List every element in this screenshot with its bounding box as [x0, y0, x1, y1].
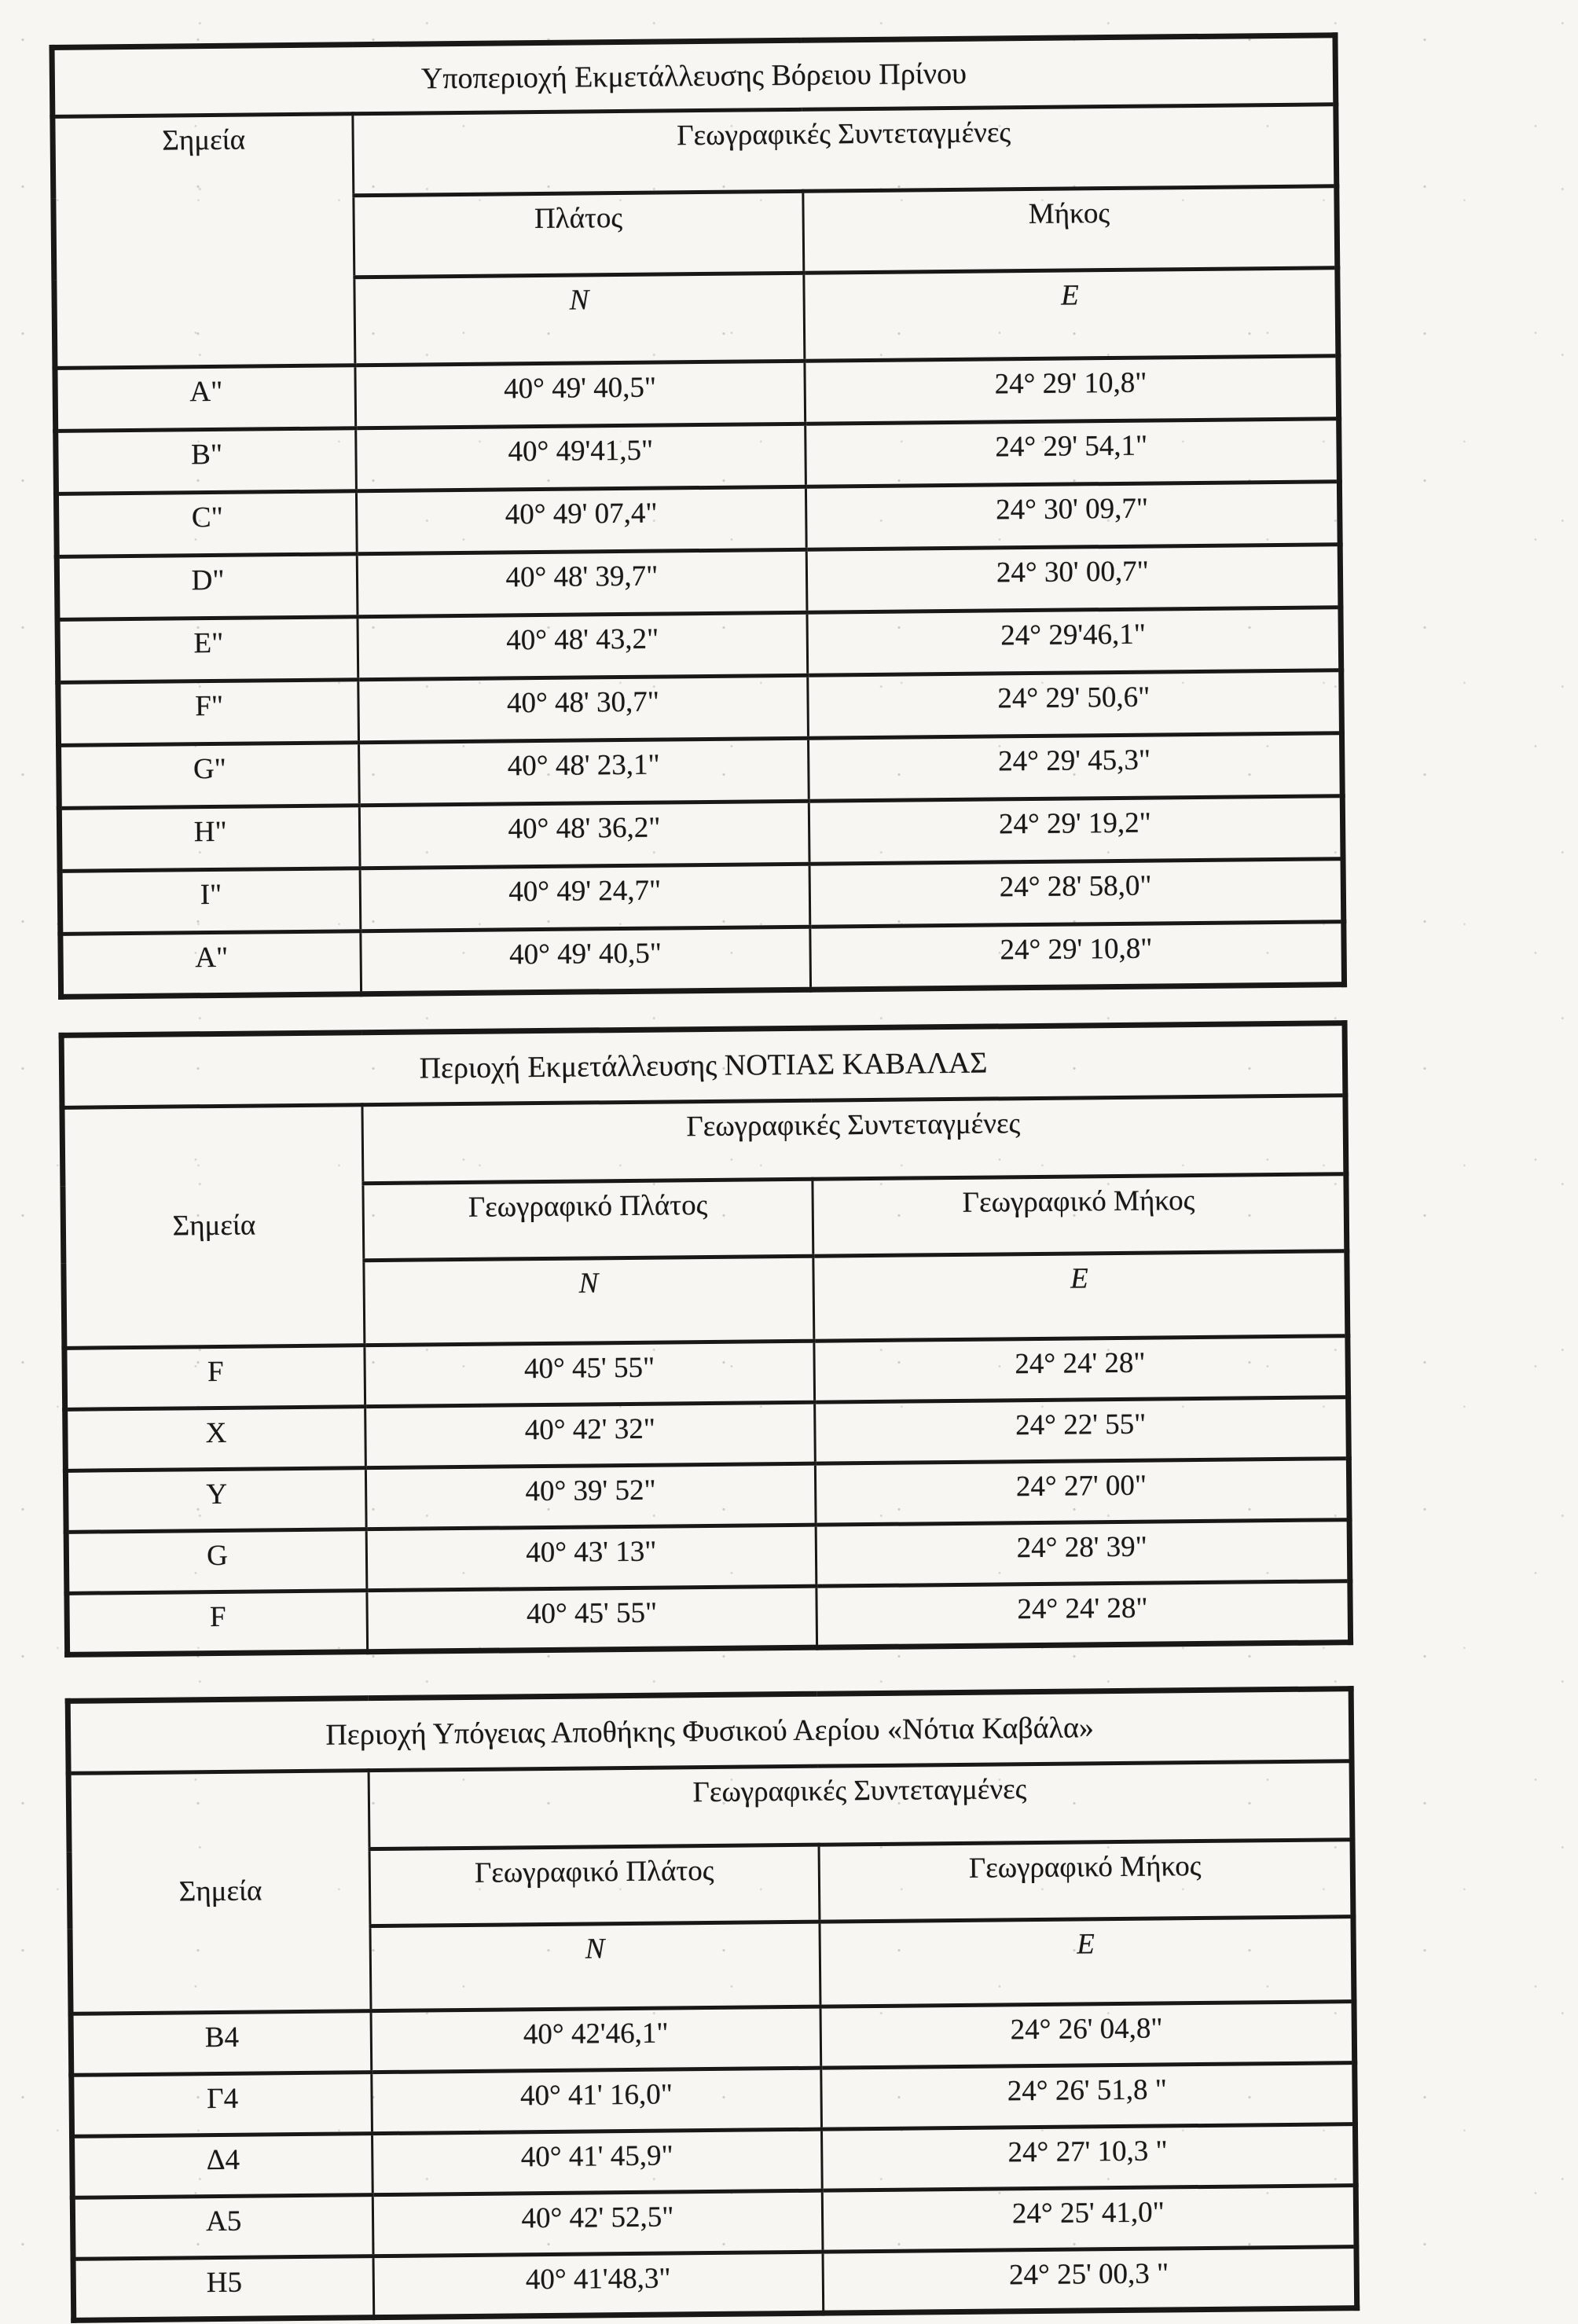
table-row	[58, 670, 1342, 746]
geo-coords-header: Γεωγραφικές Συντεταγμένες	[369, 1761, 1352, 1849]
latitude-cell: 40° 45' 55"	[365, 1341, 814, 1406]
longitude-header: Μήκος	[802, 186, 1337, 274]
point-cell: B4	[71, 2011, 372, 2076]
latitude-cell: 40° 49' 40,5"	[355, 361, 805, 428]
longitude-header: Γεωγραφικό Μήκος	[813, 1174, 1347, 1257]
longitude-cell: 24° 30' 00,7"	[806, 545, 1341, 613]
longitude-cell: 24° 26' 04,8"	[820, 2002, 1355, 2069]
table-row	[57, 545, 1341, 620]
table-title: Περιοχή Υπόγειας Αποθήκης Φυσικού Αερίου «Νότια Καβάλα»	[68, 1689, 1352, 1774]
table-row	[56, 482, 1340, 557]
longitude-cell: 24° 29' 10,8"	[805, 356, 1339, 424]
latitude-cell: 40° 41'48,3"	[373, 2252, 823, 2317]
longitude-cell: 24° 28' 39"	[816, 1520, 1350, 1587]
latitude-cell: 40° 39' 52"	[365, 1463, 815, 1529]
latitude-header: Πλάτος	[354, 191, 804, 277]
table-body	[71, 2002, 1357, 2321]
north-label: N	[364, 1256, 814, 1345]
longitude-cell: 24° 28' 58,0"	[809, 859, 1344, 927]
north-label: N	[354, 273, 805, 365]
longitude-cell: 24° 30' 09,7"	[806, 482, 1340, 550]
point-cell: A5	[72, 2195, 373, 2260]
longitude-cell: 24° 29' 50,6"	[807, 670, 1341, 739]
point-cell: A"	[55, 365, 356, 431]
latitude-cell: 40° 42'46,1"	[371, 2006, 820, 2072]
longitude-cell: 24° 26' 51,8 "	[820, 2063, 1355, 2130]
table-row	[73, 2247, 1357, 2321]
table-row	[61, 922, 1345, 997]
coords-header-row	[53, 105, 1337, 199]
south-kavala-exploitation-table-section	[59, 1020, 1354, 1658]
longitude-cell: 24° 27' 10,3 "	[821, 2124, 1356, 2191]
longitude-cell: 24° 29' 45,3"	[808, 733, 1342, 802]
points-column-header: Σημεία	[53, 114, 355, 369]
point-cell: F	[64, 1346, 365, 1410]
point-cell: H5	[73, 2256, 374, 2321]
latitude-cell: 40° 48' 39,7"	[357, 549, 806, 616]
north-label: N	[370, 1922, 820, 2010]
longitude-cell: 24° 27' 00"	[815, 1459, 1349, 1525]
points-column-header: Σημεία	[68, 1771, 371, 2014]
table-row	[60, 859, 1344, 934]
table-title-row	[61, 1023, 1345, 1108]
longitude-cell: 24° 25' 00,3 "	[823, 2247, 1357, 2314]
point-cell: F	[67, 1591, 368, 1655]
east-label: E	[820, 1917, 1354, 2007]
latitude-cell: 40° 49'41,5"	[356, 424, 806, 490]
point-cell: X	[65, 1407, 366, 1471]
point-cell: Δ4	[72, 2134, 373, 2198]
east-label: E	[803, 268, 1338, 362]
latitude-header: Γεωγραφικό Πλάτος	[363, 1179, 813, 1260]
point-cell: F"	[58, 680, 359, 746]
latitude-cell: 40° 49' 07,4"	[357, 486, 806, 553]
latitude-cell: 40° 43' 13"	[366, 1525, 816, 1590]
table-row	[59, 733, 1343, 809]
table-title: Υποπεριοχή Εκμετάλλευσης Βόρειου Πρίνου	[52, 35, 1336, 117]
longitude-cell: 24° 22' 55"	[814, 1397, 1349, 1464]
point-cell: B"	[56, 428, 357, 494]
table-row	[57, 608, 1341, 683]
longitude-cell: 24° 29' 19,2"	[809, 796, 1343, 865]
points-column-header: Σημεία	[62, 1105, 365, 1349]
latitude-cell: 40° 41' 16,0"	[372, 2068, 821, 2133]
longitude-header: Γεωγραφικό Μήκος	[819, 1840, 1353, 1922]
table-title-row	[52, 35, 1336, 117]
point-cell: I"	[60, 868, 361, 934]
point-cell: D"	[57, 554, 358, 620]
gas-storage-coordinates-table	[65, 1686, 1360, 2323]
table-header	[52, 35, 1338, 369]
north-prinos-coordinates-table	[49, 32, 1347, 1000]
point-cell: H"	[59, 806, 360, 872]
point-cell: G	[66, 1529, 367, 1594]
latitude-header: Γεωγραφικό Πλάτος	[369, 1845, 819, 1926]
table-row	[55, 356, 1339, 431]
latitude-cell: 40° 42' 52,5"	[372, 2190, 822, 2256]
longitude-cell: 24° 29'46,1"	[807, 608, 1341, 676]
geo-coords-header: Γεωγραφικές Συντεταγμένες	[362, 1096, 1346, 1184]
table-header	[68, 1689, 1354, 2014]
latitude-cell: 40° 48' 43,2"	[358, 612, 807, 679]
point-cell: C"	[56, 491, 357, 557]
longitude-cell: 24° 29' 54,1"	[805, 419, 1339, 487]
point-cell: Y	[65, 1468, 366, 1533]
latitude-cell: 40° 49' 40,5"	[361, 927, 810, 993]
latitude-cell: 40° 48' 23,1"	[359, 738, 809, 805]
table-body	[55, 356, 1345, 997]
latitude-cell: 40° 48' 36,2"	[359, 801, 809, 868]
latitude-cell: 40° 48' 30,7"	[358, 675, 808, 742]
point-cell: Γ4	[72, 2073, 372, 2137]
south-kavala-coordinates-table	[59, 1020, 1354, 1658]
east-label: E	[813, 1251, 1347, 1342]
table-title: Περιοχή Εκμετάλλευσης ΝΟΤΙΑΣ ΚΑΒΑΛΑΣ	[61, 1023, 1345, 1108]
gas-storage-table-section	[65, 1686, 1360, 2323]
latitude-cell: 40° 49' 24,7"	[360, 864, 809, 931]
geo-coords-header: Γεωγραφικές Συντεταγμένες	[353, 105, 1337, 196]
table-body	[64, 1336, 1351, 1655]
table-title-row	[68, 1689, 1352, 1774]
table-row	[59, 796, 1343, 872]
latitude-cell: 40° 45' 55"	[367, 1586, 817, 1651]
longitude-cell: 24° 24' 28"	[817, 1581, 1351, 1648]
table-row	[56, 419, 1340, 494]
longitude-cell: 24° 29' 10,8"	[809, 922, 1344, 990]
point-cell: A"	[61, 931, 361, 997]
point-cell: G"	[59, 743, 360, 809]
point-cell: E"	[57, 617, 358, 683]
longitude-cell: 24° 25' 41,0"	[822, 2186, 1356, 2252]
latitude-cell: 40° 42' 32"	[365, 1402, 815, 1467]
coords-header-row	[62, 1096, 1346, 1187]
coords-header-row	[68, 1761, 1352, 1852]
table-row	[67, 1581, 1351, 1655]
north-prinos-table-section	[49, 32, 1347, 1000]
table-header	[61, 1023, 1348, 1349]
latitude-cell: 40° 41' 45,9"	[372, 2129, 822, 2194]
longitude-cell: 24° 24' 28"	[814, 1336, 1349, 1403]
